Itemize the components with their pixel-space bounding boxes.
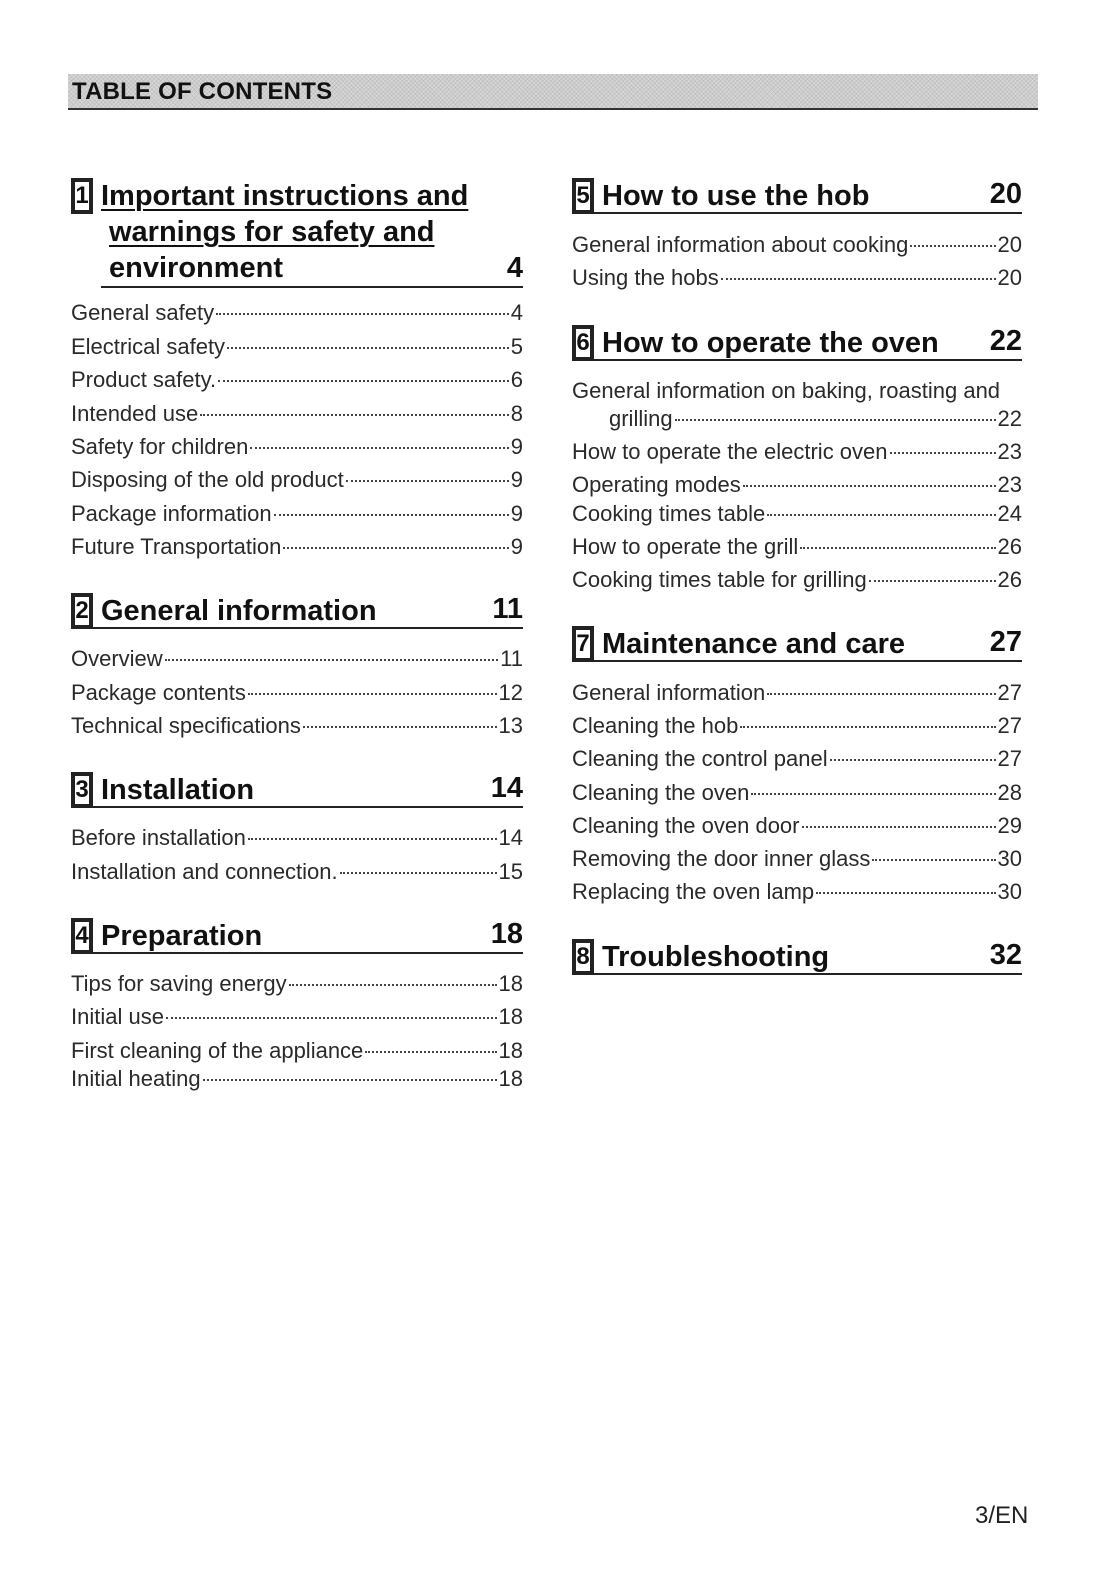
section-page-number: 27 [989,626,1022,658]
entry-page: 24 [997,501,1022,526]
toc-entry[interactable] [572,680,1022,710]
section-title: Preparation [101,920,263,952]
entry-page: 22 [997,406,1022,431]
entry-label: Using the hobs [572,265,719,290]
section-page-number: 20 [989,178,1022,210]
toc-entry[interactable] [71,825,523,855]
dot-leader [910,245,995,247]
section-3[interactable] [71,772,523,808]
entry-label: Initial use [71,1004,164,1029]
dot-leader [274,514,509,516]
toc-entry[interactable] [572,813,1022,843]
toc-entry[interactable] [572,780,1022,810]
toc-entry[interactable] [71,1004,523,1034]
entry-label: General information [572,680,766,705]
toc-entry[interactable] [572,534,1022,564]
toc-entry[interactable] [71,713,523,743]
section-title-line: warnings for safety and [109,216,435,248]
section-number-badge: 7 [572,626,594,662]
toc-entry[interactable] [71,300,523,330]
toc-entry[interactable] [71,401,523,431]
dot-leader [165,659,498,661]
toc-entry[interactable] [572,567,1022,597]
section-title-last-row [101,250,523,288]
dot-leader [218,380,509,382]
section-7[interactable] [572,626,1022,662]
entry-label: Cleaning the oven [572,780,750,805]
toc-entry[interactable] [572,265,1022,295]
section-title: How to use the hob [602,180,870,212]
section-2[interactable] [71,593,523,629]
entry-page: 12 [498,680,523,705]
entry-page: 13 [498,713,523,738]
entry-page: 30 [997,879,1022,904]
section-number-badge: 5 [572,178,594,214]
entry-page: 26 [997,567,1022,592]
entry-label: Package contents [71,680,246,705]
section-heading [572,626,1022,662]
section-heading [71,593,523,629]
entry-label: Replacing the oven lamp [572,879,815,904]
section-6[interactable] [572,325,1022,361]
section-page-number: 4 [506,252,523,284]
section-number-badge: 2 [71,593,93,629]
toc-header-bar [68,74,1038,110]
dot-leader [743,485,996,487]
dot-leader [802,826,996,828]
entry-label: Technical specifications [71,713,301,738]
toc-entry[interactable] [572,713,1022,743]
entry-label: Cooking times table [572,501,766,526]
entry-page: 27 [997,680,1022,705]
entry-page: 29 [997,813,1022,838]
dot-leader [767,514,995,516]
entry-page: 18 [498,1038,523,1063]
dot-leader [800,547,995,549]
dot-leader [365,1051,496,1053]
entry-page: 4 [510,300,523,325]
section-number-badge: 6 [572,325,594,361]
entry-label: Removing the door inner glass [572,846,871,871]
entry-label: Cleaning the control panel [572,746,828,771]
entry-page: 18 [498,1004,523,1029]
toc-entry[interactable] [71,434,523,464]
toc-entry[interactable] [572,472,1022,502]
dot-leader [340,872,497,874]
section-title-line: Important instructions and [101,180,469,212]
entry-label: grilling [609,406,673,431]
toc-entry[interactable] [572,501,1022,531]
toc-entry[interactable] [572,439,1022,469]
dot-leader [283,547,508,549]
entry-label: Future Transportation [71,534,282,559]
entry-label: Package information [71,501,272,526]
entry-page: 20 [997,232,1022,257]
entry-label: How to operate the electric oven [572,439,888,464]
entry-label: Cleaning the hob [572,713,739,738]
dot-leader [248,838,497,840]
toc-entry[interactable] [71,334,523,364]
dot-leader [740,726,995,728]
entry-page: 9 [510,534,523,559]
entry-label: Tips for saving energy [71,971,287,996]
entry-page: 9 [510,501,523,526]
entry-label: Safety for children [71,434,249,459]
toc-entry[interactable] [71,971,523,1001]
dot-leader [872,859,995,861]
entry-label: How to operate the grill [572,534,799,559]
entry-page: 18 [498,971,523,996]
entry-label: Initial heating [71,1066,201,1091]
entry-label: Cooking times table for grilling [572,567,867,592]
dot-leader [346,480,509,482]
entry-label: Operating modes [572,472,741,497]
section-number-badge: 3 [71,772,93,808]
entry-page: 30 [997,846,1022,871]
toc-entry[interactable] [71,367,523,397]
entry-label: Installation and connection. [71,859,338,884]
dot-leader [216,313,509,315]
section-heading [71,772,523,808]
section-heading [572,178,1022,214]
section-heading[interactable] [101,178,523,288]
dot-leader [200,414,509,416]
section-number-badge: 1 [71,178,93,214]
entry-page: 23 [997,472,1022,497]
toc-entry[interactable] [71,680,523,710]
dot-leader [203,1079,497,1081]
dot-leader [250,447,508,449]
entry-label: Disposing of the old product [71,467,344,492]
section-page-number: 22 [989,325,1022,357]
toc-entry[interactable] [572,746,1022,776]
dot-leader [751,793,995,795]
entry-label: Product safety. [71,367,217,392]
toc-entry[interactable] [71,859,523,889]
section-title: How to operate the oven [602,327,939,359]
section-page-number: 32 [989,939,1022,971]
entry-page: 27 [997,746,1022,771]
toc-title: TABLE OF CONTENTS [72,78,333,105]
toc-entry[interactable] [71,534,523,564]
section-4[interactable] [71,918,523,954]
section-number-badge: 8 [572,939,594,975]
dot-leader [289,984,497,986]
toc-entry[interactable] [572,232,1022,262]
toc-entry[interactable] [572,879,1022,909]
toc-entry[interactable] [572,406,1022,436]
page-number: 3/EN [975,1502,1029,1529]
section-8[interactable] [572,939,1022,975]
entry-label: Electrical safety [71,334,226,359]
toc-entry[interactable] [572,378,1022,408]
section-title-line: environment [109,252,284,284]
entry-label: General safety [71,300,215,325]
toc-entry[interactable] [71,646,523,676]
entry-page: 9 [510,434,523,459]
toc-entry[interactable] [71,501,523,531]
section-heading [572,939,1022,975]
toc-entry[interactable] [71,1066,523,1096]
entry-label: General information on baking, roasting and [572,378,1001,403]
dot-leader [675,419,996,421]
dot-leader [816,892,995,894]
entry-page: 18 [498,1066,523,1091]
dot-leader [869,580,996,582]
entry-page: 8 [510,401,523,426]
dot-leader [227,347,509,349]
dot-leader [890,452,996,454]
entry-label: Intended use [71,401,199,426]
entry-label: First cleaning of the appliance [71,1038,364,1063]
entry-page: 6 [510,367,523,392]
section-title: Maintenance and care [602,628,905,660]
section-number-badge: 4 [71,918,93,954]
toc-entry[interactable] [71,467,523,497]
section-page-number: 11 [492,593,523,625]
section-heading [71,918,523,954]
entry-label: Cleaning the oven door [572,813,800,838]
entry-page: 27 [997,713,1022,738]
dot-leader [767,693,995,695]
section-heading [572,325,1022,361]
section-page-number: 18 [490,918,523,950]
entry-label: Overview [71,646,163,671]
section-title: Troubleshooting [602,941,830,973]
dot-leader [166,1017,497,1019]
dot-leader [721,278,996,280]
section-title: Installation [101,774,255,806]
section-title: General information [101,595,377,627]
entry-page: 5 [510,334,523,359]
section-5[interactable] [572,178,1022,214]
entry-label: General information about cooking [572,232,909,257]
section-page-number: 14 [490,772,523,804]
dot-leader [830,759,996,761]
entry-page: 20 [997,265,1022,290]
entry-page: 23 [997,439,1022,464]
dot-leader [248,693,497,695]
entry-page: 26 [997,534,1022,559]
dot-leader [303,726,497,728]
entry-page: 11 [500,646,523,671]
toc-entry[interactable] [71,1038,523,1068]
toc-entry[interactable] [572,846,1022,876]
entry-page: 15 [498,859,523,884]
entry-page: 9 [510,467,523,492]
entry-label: Before installation [71,825,246,850]
entry-page: 14 [498,825,523,850]
entry-page: 28 [997,780,1022,805]
